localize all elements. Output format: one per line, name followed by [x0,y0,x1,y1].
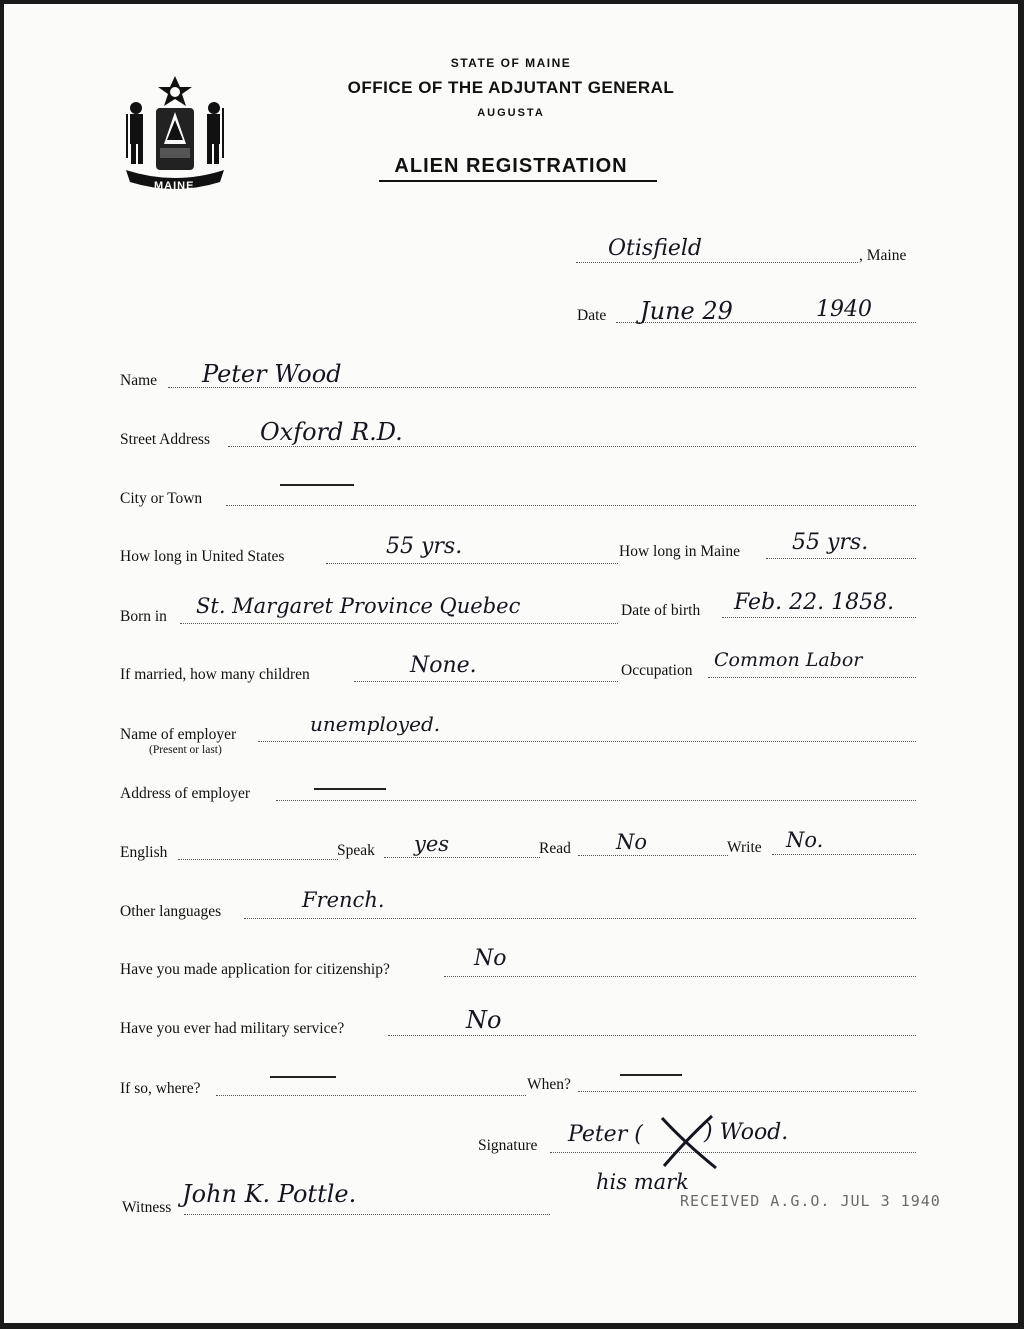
read-value: No [616,830,648,854]
occupation-value: Common Labor [714,649,863,671]
other-lang-value: French. [302,888,385,912]
date-month-day-value: June 29 [640,297,733,325]
married-label: If married, how many children [120,666,310,683]
employer-addr-blank-dash [314,788,386,790]
born-in-label: Born in [120,608,167,625]
title-underline [379,180,657,182]
where-label: If so, where? [120,1080,201,1097]
witness-label: Witness [122,1199,172,1216]
employer-addr-label: Address of employer [120,785,250,802]
maine-label: , Maine [859,247,907,264]
me-long-value: 55 yrs. [792,530,869,555]
english-label: English [120,844,168,861]
speak-value: yes [414,832,450,856]
speak-label: Speak [337,842,375,859]
form-title: ALIEN REGISTRATION [394,155,628,177]
signature-first-value: Peter ( [568,1122,643,1147]
read-label: Read [539,840,571,857]
employer-value: unemployed. [310,712,441,736]
citizenship-label: Have you made application for citizenship? [120,961,390,978]
write-label: Write [727,839,762,856]
name-label: Name [120,372,158,389]
street-value: Oxford R.D. [260,418,403,446]
witness-value: John K. Pottle. [182,1180,357,1208]
where-blank-dash [270,1076,336,1078]
city-heading: AUGUSTA [477,107,545,119]
name-value: Peter Wood [202,360,342,388]
occupation-label: Occupation [621,662,693,679]
employer-note: (Present or last) [149,744,222,756]
me-long-label: How long in Maine [619,543,740,560]
state-heading: STATE OF MAINE [450,56,572,70]
employer-label: Name of employer [120,726,237,743]
born-in-value: St. Margaret Province Quebec [196,594,521,618]
seal-banner-text: MAINE [154,180,195,192]
office-heading: OFFICE OF THE ADJUTANT GENERAL [347,78,675,97]
us-long-value: 55 yrs. [386,534,463,559]
date-year-value: 1940 [816,297,872,322]
city-blank-dash [280,484,354,486]
us-long-label: How long in United States [120,548,285,565]
date-label: Date [577,307,607,324]
dob-label: Date of birth [621,602,701,619]
his-mark-value: his mark [596,1170,689,1194]
other-lang-label: Other languages [120,903,222,920]
when-blank-dash [620,1074,682,1076]
write-value: No. [786,828,824,852]
when-label: When? [527,1076,571,1093]
registration-form [4,4,1018,1323]
children-value: None. [410,653,477,678]
military-value: No [466,1006,502,1034]
street-label: Street Address [120,431,210,448]
town-value: Otisfield [608,236,703,261]
signature-last-value: ) Wood. [704,1120,789,1145]
citizenship-value: No [474,946,507,971]
dob-value: Feb. 22. 1858. [734,590,895,615]
city-label: City or Town [120,490,203,507]
signature-label: Signature [478,1137,538,1154]
military-label: Have you ever had military service? [120,1020,345,1037]
received-stamp: RECEIVED A.G.O. JUL 3 1940 [680,1192,941,1210]
